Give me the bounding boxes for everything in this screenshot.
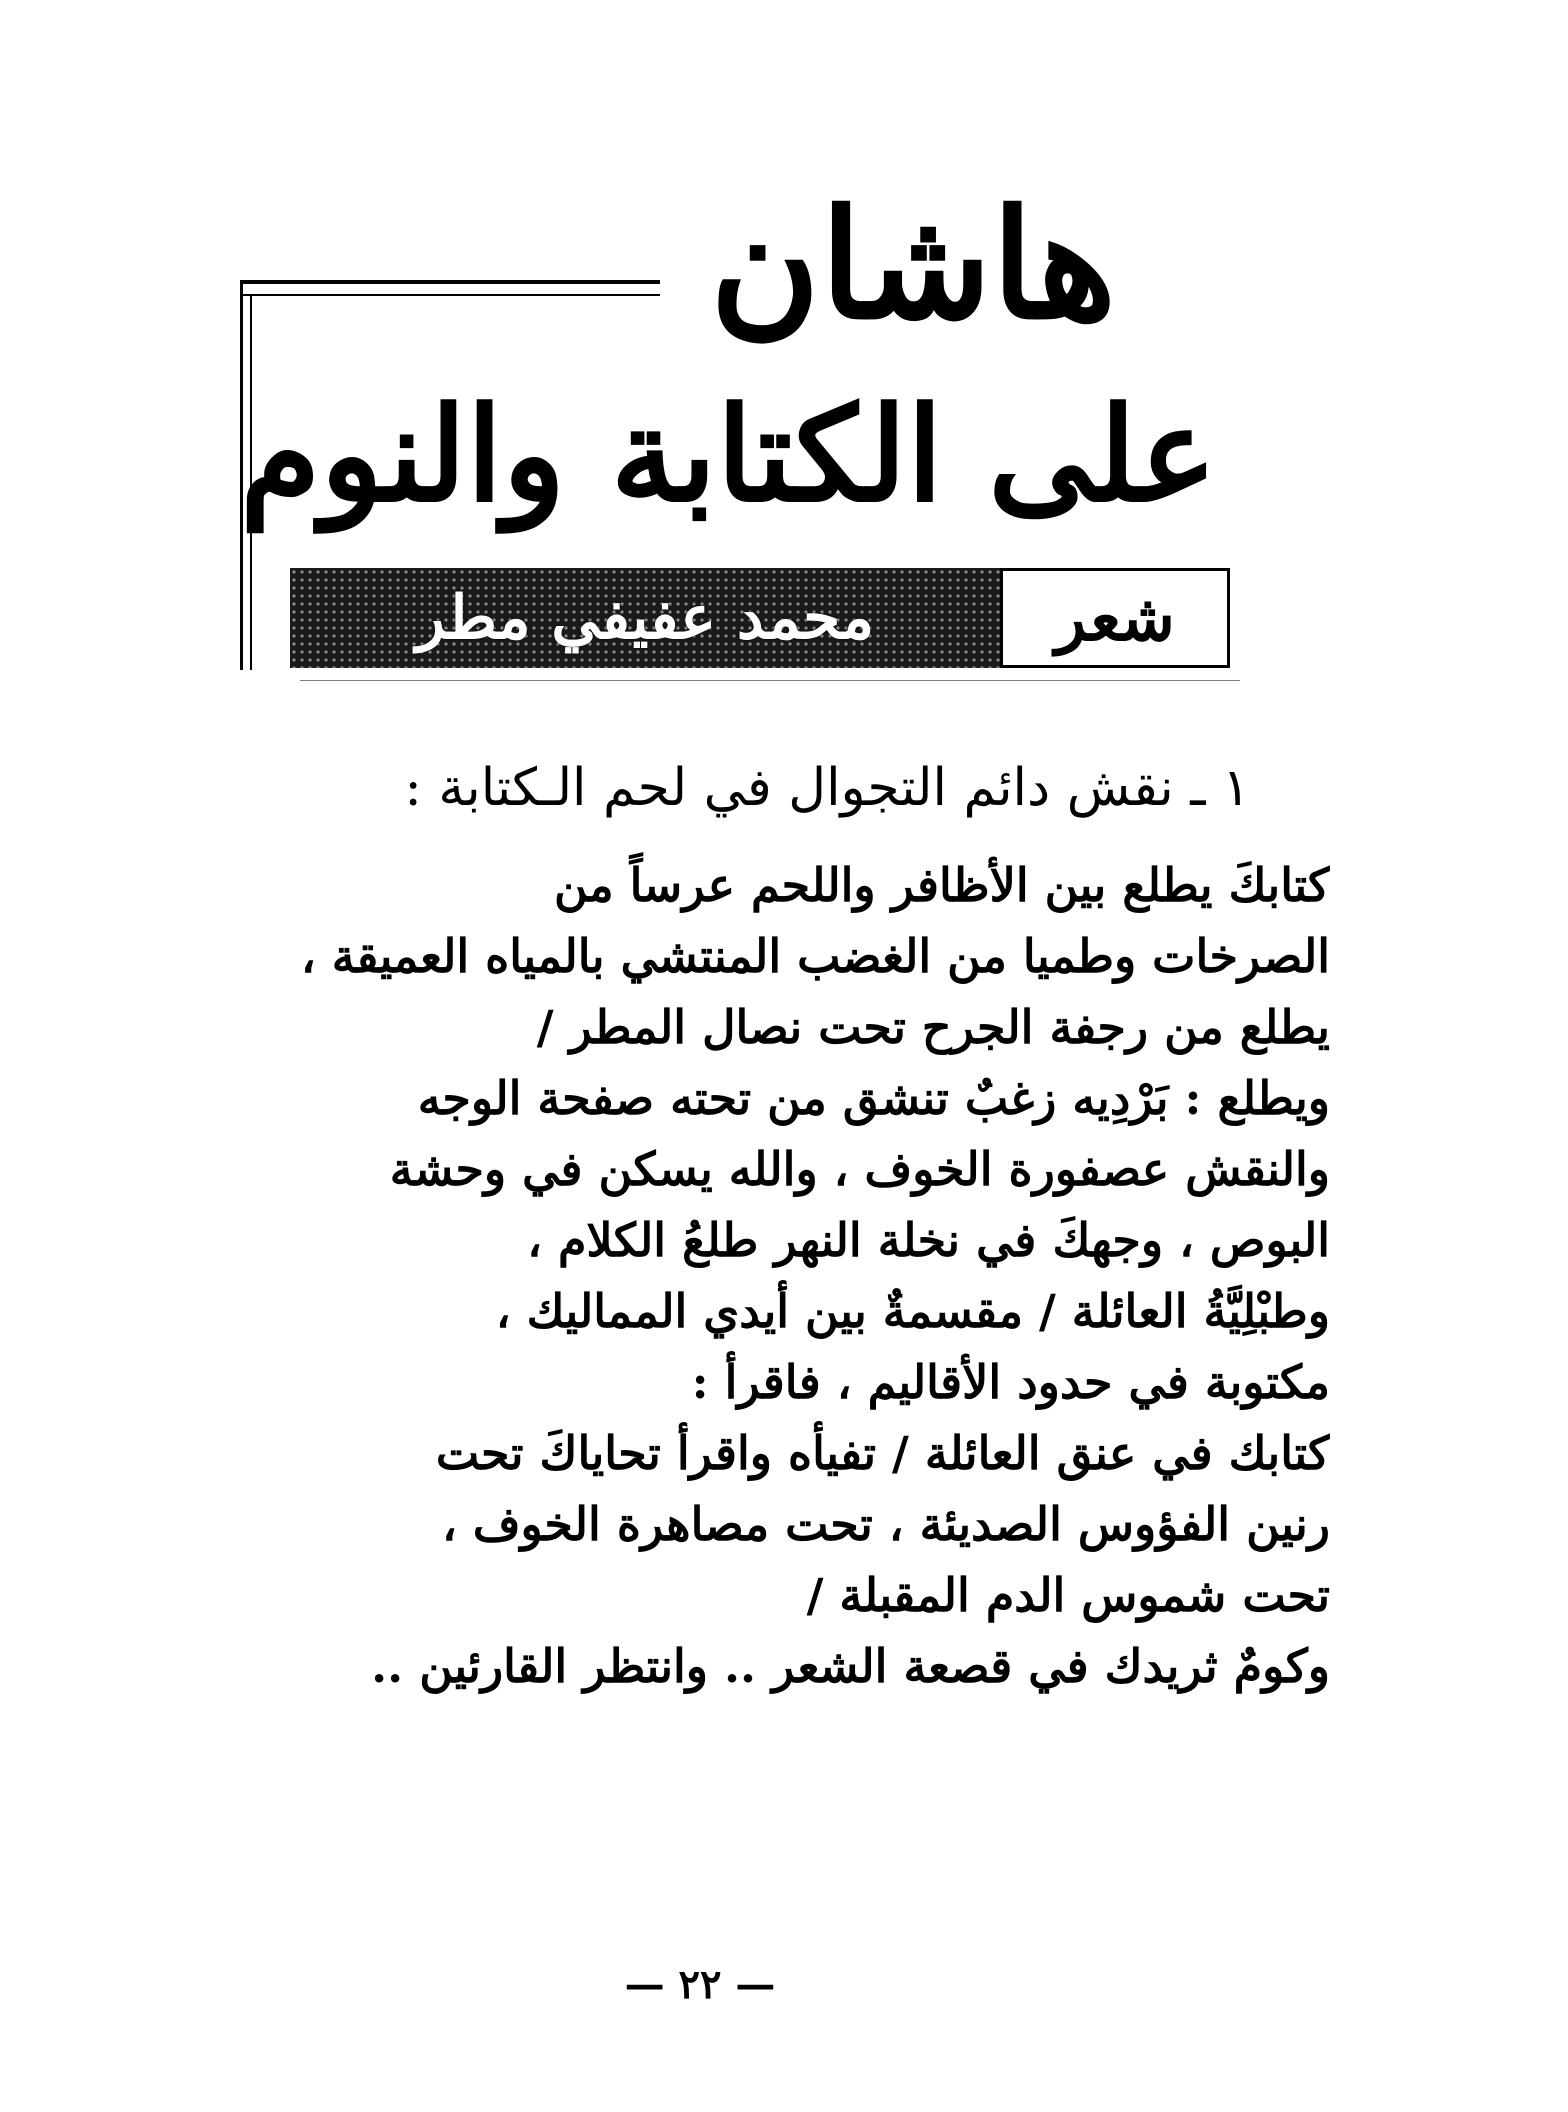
author-name: محمد عفيفي مطر xyxy=(290,568,1000,668)
section-heading: ١ ـ نقش دائم التجوال في لحم الـكتابة : xyxy=(404,758,1250,818)
poem-line: وطبْلِيَّةُ العائلة / مقسمةٌ بين أيدي المماليك ، xyxy=(495,1284,1330,1338)
poem-line: مكتوبة في حدود الأقاليم ، فاقرأ : xyxy=(691,1355,1330,1409)
author-label: شعر xyxy=(1000,568,1230,668)
poem-body xyxy=(260,850,1330,1702)
title-subtitle: على الكتابة والنوم xyxy=(240,378,1218,531)
frame-rule-top xyxy=(240,280,660,284)
poem-line: والنقش عصفورة الخوف ، والله يسكن في وحشة xyxy=(389,1142,1330,1196)
poem-line: الصرخات وطميا من الغضب المنتشي بالمياه العميقة ، xyxy=(300,929,1330,983)
divider xyxy=(300,680,1240,681)
frame-rule-top-inner xyxy=(240,294,660,296)
poem-line: وكومٌ ثريدك في قصعة الشعر .. وانتظر القارئين .. xyxy=(371,1639,1330,1693)
poem-line: تحت شموس الدم المقبلة / xyxy=(806,1568,1330,1622)
poem-line: رنين الفؤوس الصديئة ، تحت مصاهرة الخوف ، xyxy=(442,1497,1330,1551)
title-main: هاشان xyxy=(710,177,1117,353)
author-band xyxy=(290,568,1230,672)
page-number: — ٢٢ — xyxy=(624,1961,776,2008)
poem-line: كتابكَ يطلع بين الأظافر واللحم عرساً من xyxy=(553,858,1330,912)
poem-line: كتابك في عنق العائلة / تفيأه واقرأ تحاياكَ تحت xyxy=(435,1426,1330,1480)
poem-line: يطلع من رجفة الجرح تحت نصال المطر / xyxy=(536,1000,1330,1054)
poem-line: ويطلع : بَرْدِيه زغبٌ تنشق من تحته صفحة الوجه xyxy=(417,1071,1330,1125)
poem-line: البوص ، وجهكَ في نخلة النهر طلعُ الكلام ، xyxy=(527,1213,1330,1267)
